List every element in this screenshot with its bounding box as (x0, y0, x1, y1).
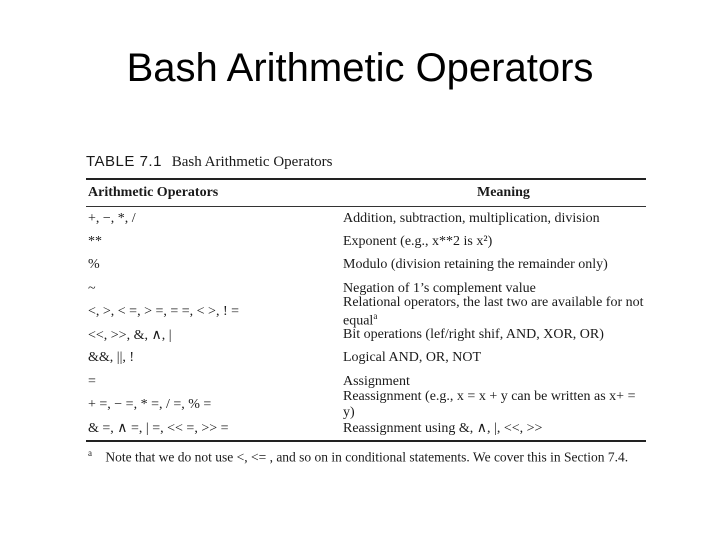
meaning-text: Addition, subtraction, multiplication, division (343, 210, 600, 226)
operator-cell: <<, >>, &, ∧, | (88, 327, 172, 343)
slide-title: Bash Arithmetic Operators (126, 46, 594, 90)
table-row (86, 230, 646, 253)
meaning-cell (343, 257, 646, 273)
table-footnote (86, 448, 646, 466)
meaning-text: Modulo (division retaining the remainder only) (343, 257, 608, 273)
header-operators: Arithmetic Operators (88, 185, 219, 200)
table-row (86, 294, 646, 329)
meaning-text: Bit operations (lef/right shif, AND, XOR, OR) (343, 327, 604, 343)
table-number: TABLE 7.1 (86, 153, 162, 170)
meaning-cell (343, 374, 646, 390)
operators-table (86, 152, 646, 465)
meaning-cell (343, 211, 646, 227)
bottom-rule (86, 440, 646, 442)
meaning-text: Exponent (e.g., x**2 is x²) (343, 233, 493, 249)
table-row (86, 389, 646, 421)
meaning-cell (343, 295, 646, 330)
meaning-cell (343, 389, 646, 421)
operator-cell: ~ (88, 280, 96, 296)
operator-cell: +, −, *, / (88, 210, 136, 226)
operator-cell: + =, − =, * =, / =, % = (88, 397, 212, 413)
meaning-cell (343, 350, 646, 366)
meaning-cell (343, 234, 646, 250)
table-row (86, 254, 646, 277)
operator-cell: ** (88, 233, 102, 249)
meaning-text: Logical AND, OR, NOT (343, 350, 482, 366)
table-row (86, 347, 646, 370)
meaning-text: Negation of 1’s complement value (343, 280, 536, 296)
operator-cell: <, >, < =, > =, = =, < >, ! = (88, 303, 240, 319)
meaning-text: Assignment (343, 373, 410, 389)
footnote-text: Note that we do not use <, <= , and so on in conditional statements. We cover this in Section 7.4. (105, 449, 629, 465)
table-row (86, 323, 646, 346)
table-row (86, 207, 646, 230)
table-title: Bash Arithmetic Operators (171, 154, 333, 170)
meaning-cell (343, 420, 646, 437)
operator-cell: % (88, 257, 100, 273)
table-header (86, 180, 646, 206)
table-caption (86, 152, 646, 172)
meaning-text: Reassignment (e.g., x = x + y can be written as x+ = y) (343, 389, 636, 421)
footnote-ref: a (373, 310, 378, 321)
footnote-mark: a (88, 447, 92, 458)
operator-cell: = (88, 373, 96, 389)
meaning-text: Relational operators, the last two are available for not equal (343, 294, 644, 329)
header-meaning: Meaning (477, 185, 530, 200)
meaning-text: Reassignment using &, ∧, |, <<, >> (343, 420, 543, 436)
table-row (86, 417, 646, 440)
table-body (86, 207, 646, 440)
operator-cell: &&, ||, ! (88, 350, 135, 366)
operator-cell: & =, ∧ =, | =, << =, >> = (88, 420, 229, 436)
meaning-cell (343, 327, 646, 343)
